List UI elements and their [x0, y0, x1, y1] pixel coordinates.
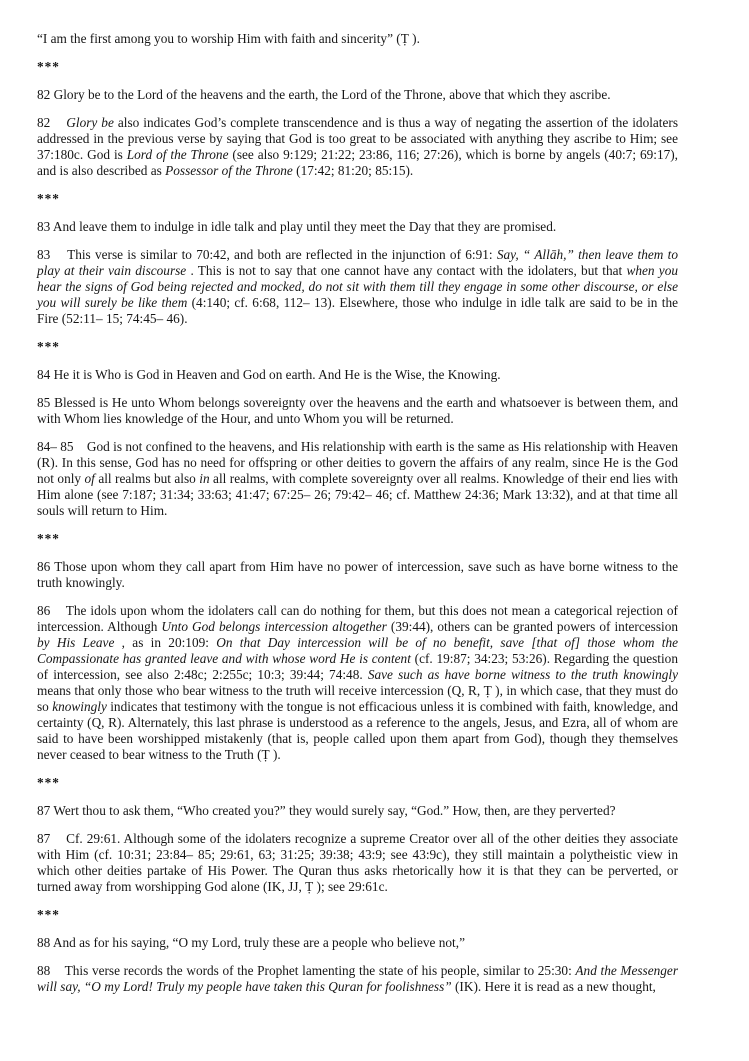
commentary-82: 82 Glory be also indicates God’s complete transcendence and is thus a way of negating the assertion of the idolaters addressed in the previous verse by saying that God is too great to be associated with anything they ascribe to Him; see 37:180c. God is Lord of the Throne (see also 9:129; 21:22; 23:86, 116; 27:26), which is borne by angels (40:7; 69:17), and is also described as Possessor of the Throne (17:42; 81:20; 85:15). — [37, 115, 679, 178]
hadith-quote-paragraph: “I am the first among you to worship Him with faith and sincerity” (Ṭ ). — [37, 31, 420, 46]
commentary-88: 88 This verse records the words of the Prophet lamenting the state of his people, similar to 25:30: And the Messenger will say, “O my Lord! Truly my people have taken this Quran for foolishness” (IK). Here it is read as a new thought, — [37, 963, 678, 994]
verse-84: 84 He it is Who is God in Heaven and God on earth. And He is the Wise, the Knowing. — [37, 367, 501, 382]
verse-88: 88 And as for his saying, “O my Lord, truly these are a people who believe not,” — [37, 935, 465, 950]
section-separator: *** — [37, 775, 60, 790]
commentary-87: 87 Cf. 29:61. Although some of the idolaters recognize a supreme Creator over all of the other deities they associate with Him (cf. 10:31; 23:84– 85; 29:61, 63; 31:25; 39:38; 43:9; see 43:9c), they still maintain a polytheistic view in which other deities partake of His Power. The Quran thus asks rhetorically how it is that they can be perverted, or turned away from worshipping God alone (IK, JJ, Ṭ ); see 29:61c. — [37, 831, 678, 894]
section-separator: *** — [37, 907, 60, 922]
section-separator: *** — [37, 191, 60, 206]
commentary-83: 83 This verse is similar to 70:42, and both are reflected in the injunction of 6:91: Say, “ Allāh,” then leave them to play at their vain discourse . This is not to say that one cannot have any contact with the idolaters, but that when you hear the signs of God being rejected and mocked, do not sit with them till they engage in some other discourse, or else you will surely be like them (4:140; cf. 6:68, 112– 13). Elsewhere, those who indulge in idle talk are said to be in the Fire (52:11– 15; 74:45– 46). — [37, 247, 678, 326]
verse-83: 83 And leave them to indulge in idle talk and play until they meet the Day that they are promised. — [37, 219, 557, 234]
verse-82: 82 Glory be to the Lord of the heavens and the earth, the Lord of the Throne, above that which they ascribe. — [37, 87, 611, 102]
section-separator: *** — [37, 531, 60, 546]
section-separator: *** — [37, 59, 60, 74]
section-separator: *** — [37, 339, 60, 354]
commentary-86: 86 The idols upon whom the idolaters call can do nothing for them, but this does not mean a categorical rejection of intercession. Although Unto God belongs intercession altogether (39:44), others can be granted powers of intercession by His Leave , as in 20:109: On that Day intercession will be of no benefit, save [that of] those whom the Compassionate has granted leave and with whose word He is content (cf. 19:87; 34:23; 53:26). Regarding the question of intercession, see also 2:48c; 2:255c; 10:3; 39:44; 74:48. Save such as have borne witness to the truth knowingly means that only those who bear witness to the truth will receive intercession (Q, R, Ṭ ), in which case, that they must do so knowingly indicates that testimony with the tongue is not efficacious unless it is combined with faith, knowledge, and certainty (Q, R). Alternately, this last phrase is understood as a reference to the angels, Jesus, and Ezra, all of whom are said to have been worshipped mistakenly (that is, people called upon them apart from God), though they themselves never ceased to bear witness to the Truth (Ṭ ). — [37, 603, 679, 762]
verse-85: 85 Blessed is He unto Whom belongs sovereignty over the heavens and the earth and whatsoever is between them, and with Whom lies knowledge of the Hour, and unto Whom you will be returned. — [37, 395, 678, 426]
commentary-84-85: 84– 85 God is not confined to the heavens, and His relationship with earth is the same as His relationship with Heaven (R). In this sense, God has no need for offspring or other deities to govern the affairs of any realm, since He is the God not only of all realms but also in all realms, with complete sovereignty over all realms. Knowledge of their end lies with Him alone (see 7:187; 31:34; 33:63; 41:47; 67:25– 26; 79:42– 46; cf. Matthew 24:36; Mark 13:32), and at that time all souls will return to Him. — [37, 439, 679, 518]
verse-87: 87 Wert thou to ask them, “Who created you?” they would surely say, “God.” How, then, are they perverted? — [37, 803, 616, 818]
verse-86: 86 Those upon whom they call apart from Him have no power of intercession, save such as have borne witness to the truth knowingly. — [37, 559, 678, 590]
book-page-text-column — [37, 31, 678, 1007]
